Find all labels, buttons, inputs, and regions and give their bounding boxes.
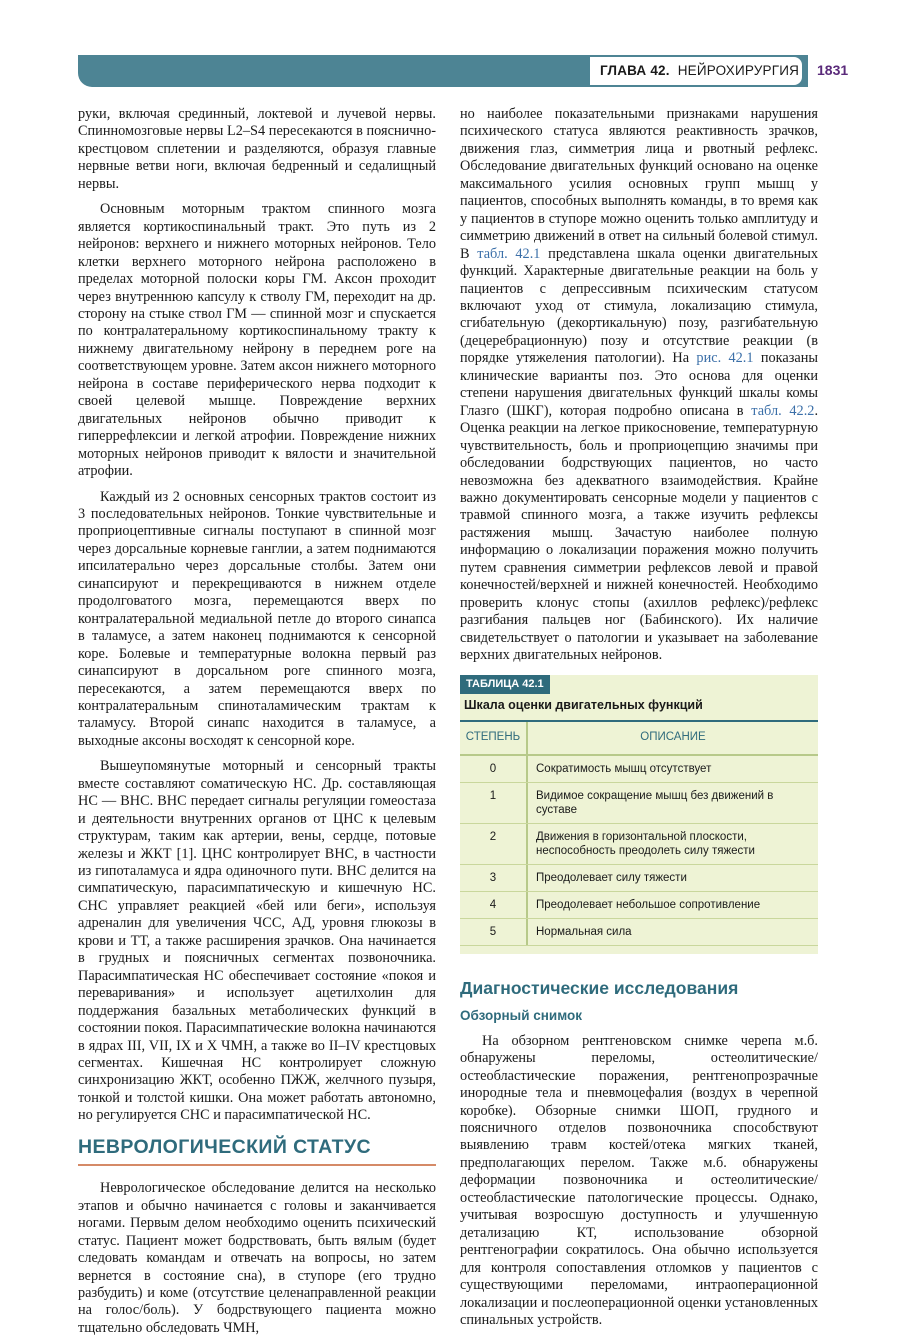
chapter-number: ГЛАВА 42. [600, 63, 670, 78]
grade-cell: 2 [460, 824, 528, 864]
paragraph: Вышеупомянутые моторный и сенсорный тракты вместе составляют соматическую НС. Др. составляющая НС — ВНС. ВНС передает сигналы регуляции гомеостаза и деятельности внутренних органов от ЦНС к целевым структурам, таким как артерии, вены, сердце, потовые железы и ЖКТ [1]. ЦНС контролирует ВНС, в частности из гипоталамуса и ядра одиночного пути. ВНС делится на симпатическую, парасимпатическую и кишечную НС. СНС управляет реакцией «бей или беги», используя адреналин для увеличения ЧСС, АД, уровня глюкозы в крови и ТТ, а также расширения зрачков. Она начинается в грудных и поясничных сегментах позвоночника. Парасимпатическая НС обеспечивает состояние «покоя и переваривания» и использует ацетилхолин для поддержания базальных метаболических функций в состоянии покоя. Парасимпатические волокна начинаются в ядрах III, VII, IX и X ЧМН, а также во II–IV крестцовых сегментах. Кишечная НС контролирует сложную синхронизацию ЖКТ, особенно ПЖЖ, желчного пузыря, тонкой и толстой кишки. Она может работать автономно, но регулируется СНС и парасимпатической НС. [78, 758, 436, 1124]
table-header [460, 722, 818, 755]
paragraph: На обзорном рентгеновском снимке черепа м.б. обнаружены переломы, остеолитические/остеобластические поражения, рентгенопрозрачные инородные тела и пневмоцефалия (воздух в черепной коробке). Обзорные снимки ШОП, грудного и поясничного отделов позвоночника способствуют выявлению травм костей/отека мягких тканей, предполагающих перелом. Также м.б. обнаружены деформации позвоночника и остеолитические/остеобластические патологические процессы. Однако, учитывая возросшую доступность и улучшенную детализацию КТ, использование обзорной рентгенографии сократилось. Она обычно используется для контроля сопоставления отломков у пациентов с существующими переломами, интраоперационной локализации и послеоперационной оценки установленных спинальных устройств. [460, 1032, 818, 1329]
running-header [590, 57, 802, 85]
subsection-heading: Обзорный снимок [460, 1008, 583, 1024]
text: . Оценка реакции на легкое прикосновение, температурную чувствительность, боль и проприоцепцию значимы при обследовании бодрствующих пациентов, но часто невозможна без адекватного взаимодействия. Крайне важно документировать сенсорные модели у пациентов с травмой спинного мозга, а также изучить рефлексы растяжения мышц. Зачастую наиболее полную информацию о локализации поражения можно получить путем сравнения симметрии рефлексов левой и правой конечностей/верхней и нижней конечностей. Необходимо проверить клонус стопы (ахиллов рефлекс)/рефлекс разгибания пальцев ног (Бабинского). Их наличие свидетельствует о патологии и указывает на заболевание верхних двигательных нейронов. [460, 402, 819, 664]
text: показаны клинические варианты поз. Это основа для оценки степени нарушения двигательных функций шкалы комы Глазго (ШКГ), которая подробно описана в [460, 350, 818, 419]
grade-cell: 1 [460, 783, 528, 823]
figure-ref-link[interactable]: рис. 42.1 [696, 350, 754, 367]
right-column [460, 106, 818, 1329]
description-cell: Сократимость мышц отсутствует [536, 762, 712, 775]
description-cell: Движения в горизонтальной плоскости, неспособность преодолеть силу тяжести [536, 830, 755, 857]
table-row [460, 892, 818, 919]
left-column [78, 106, 436, 1337]
description-cell: Преодолевает небольшое сопротивление [536, 898, 761, 911]
table-ref-link[interactable]: табл. 42.1 [477, 245, 541, 262]
column-header-description: ОПИСАНИЕ [640, 731, 706, 744]
table-row [460, 824, 818, 865]
table-label: ТАБЛИЦА 42.1 [460, 675, 550, 694]
table-ref-link[interactable]: табл. 42.2 [751, 402, 815, 419]
description-cell: Преодолевает силу тяжести [536, 871, 687, 884]
grade-cell: 3 [460, 865, 528, 891]
grade-cell: 0 [460, 756, 528, 782]
description-cell: Нормальная сила [536, 925, 632, 938]
motor-scale-table [460, 675, 818, 954]
description-cell: Видимое сокращение мышц без движений в суставе [536, 789, 774, 816]
text: но наиболее показательными признаками нарушения психического статуса являются реактивность зрачков, движения глаз, симметрия лица и рвотный рефлекс. Обследование двигательных функций основано на оценке максимального усилия основных групп мышц у пациентов, способных выполнять команды, в то время как у пациентов в ступоре можно оценить только амплитуду и симметрию движений в ответ на сильный болевой стимул. В [460, 106, 818, 262]
paragraph: Основным моторным трактом спинного мозга является кортикоспинальный тракт. Это путь из 2 нейронов: верхнего и нижнего моторных нейронов. Тело клетки верхнего моторного нейрона расположено в пределах моторной полоски коры ГМ. Аксон проходит через внутреннюю капсулу к стволу ГМ, переходит на др. сторону на стыке ствол ГМ — спинной мозг и спускается по контралатеральному кортикоспинальному тракту к нижнему двигательному нейрону в переднем роге на соответствующем уровне. Затем аксон нижнего моторного нейрона в составе периферического нерва подходит к своей целевой мышце. Повреждение верхних двигательных нейронов обычно приводит к гиперрефлексии и легкой атрофии. Повреждение нижних моторных нейронов приводит к вялости и значительной атрофии. [78, 201, 436, 480]
grade-cell: 5 [460, 919, 528, 945]
table-row [460, 919, 818, 946]
table-row [460, 865, 818, 892]
paragraph [460, 106, 818, 665]
grade-cell: 4 [460, 892, 528, 918]
paragraph: Каждый из 2 основных сенсорных трактов состоит из 3 последовательных нейронов. Тонкие чувствительные и проприоцептивные сигналы поступают в спинной мозг через дорсальные корневые ганглии, а затем поднимаются ипсилатерально через дорсальные столбы. Затем они синапсируют и перекрещиваются в нижнем отделе продолговатого мозга, перемещаются вверх по контралатеральной медиальной петле до второго синапса в таламусе, а затем наконец поднимаются к сенсорной коре. Болевые и температурные волокна первый раз синапсируют в дорсальном роге спинного мозга, пересекаются, а затем перемещаются вверх по контралатеральным спиноталамическим трактам к таламусу. Второй синапс находится в таламусе, а выходные аксоны восходят к сенсорной коре. [78, 488, 436, 749]
chapter-title: НЕЙРОХИРУРГИЯ [677, 63, 800, 78]
table-row [460, 756, 818, 783]
paragraph: Неврологическое обследование делится на несколько этапов и обычно начинается с головы и заканчивается ногами. Первым делом необходимо оценить психический статус. Пациент может бодрствовать, быть вялым (будет следовать командам и отвечать на вопросы, но затем вернется в состояние сна), в ступоре (его трудно разбудить) и коме (отсутствие целенаправленной реакции на голос/боль). У бодрствующего пациента можно тщательно обследовать ЧМН, [78, 1180, 436, 1336]
table-row [460, 783, 818, 824]
section-heading: Диагностические исследования [460, 977, 739, 998]
table-caption: Шкала оценки двигательных функций [460, 694, 818, 722]
section-heading: НЕВРОЛОГИЧЕСКИЙ СТАТУС [78, 1139, 436, 1166]
paragraph: руки, включая срединный, локтевой и лучевой нервы. Спинномозговые нервы L2–S4 пересекаются в пояснично-крестцовом сплетении и разделяются, образуя главные нервные ветви ноги, включая бедренный и седалищный нервы. [78, 106, 436, 192]
page-number: 1831 [817, 62, 849, 78]
text: представлена шкала оценки двигательных функций. Характерные двигательные реакции на боль у пациентов с депрессивным психическим статусом включают уход от стимула, локализацию стимула, сгибательную (декортикальную) позу, разгибательную (децеребрационную) позу и отсутствие реакции (в порядке утяжеления патологии). На [460, 245, 818, 367]
column-header-grade: СТЕПЕНЬ [460, 722, 528, 753]
